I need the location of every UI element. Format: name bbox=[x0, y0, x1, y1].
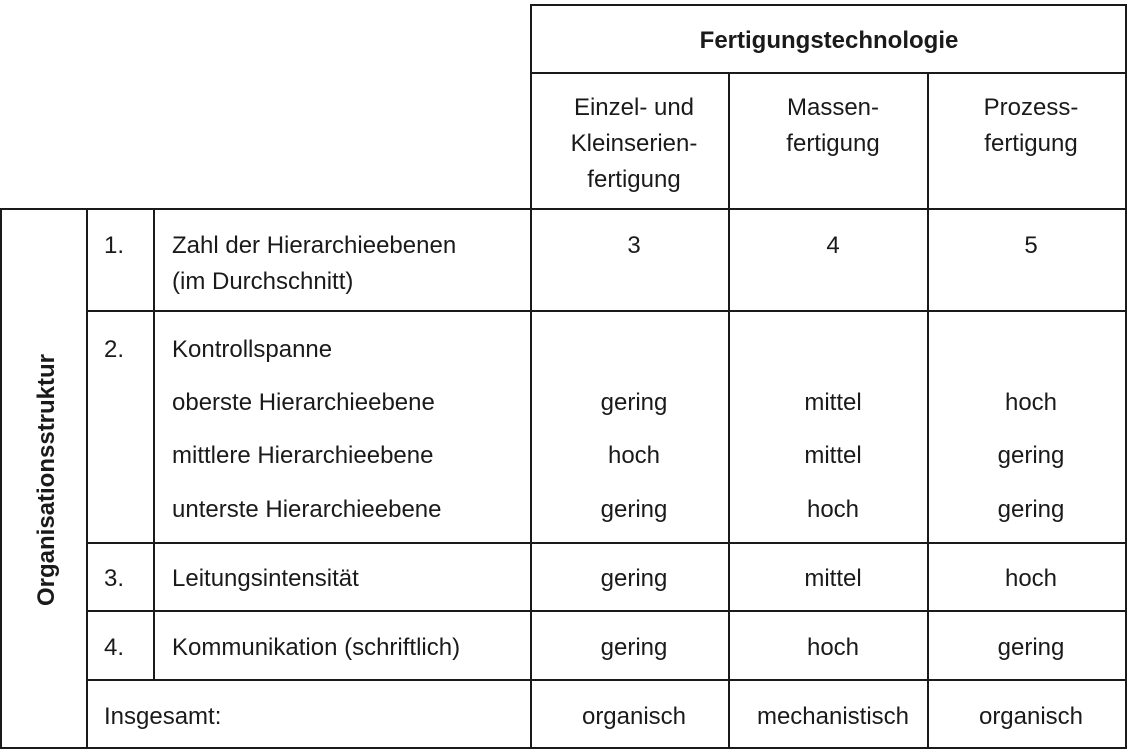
column-header-line: Massen- bbox=[786, 94, 880, 121]
row-number: 4. bbox=[104, 634, 125, 661]
table-cell: 5 bbox=[1024, 232, 1038, 259]
table-cell: gering bbox=[600, 634, 668, 661]
group-title: Fertigungstechnologie bbox=[699, 27, 959, 54]
column-header-line: Einzel- und bbox=[573, 94, 695, 121]
column-header-line: fertigung bbox=[984, 130, 1078, 157]
table-cell: gering bbox=[600, 496, 668, 523]
row-label: Kontrollspanne bbox=[172, 336, 333, 363]
column-header-line: fertigung bbox=[587, 166, 681, 193]
table-cell: 3 bbox=[627, 232, 641, 259]
table-cell: hoch bbox=[806, 496, 860, 523]
row-label: Leitungsintensität bbox=[172, 565, 359, 592]
column-header-line: Kleinserien- bbox=[570, 130, 698, 157]
table-cell: mechanistisch bbox=[756, 703, 910, 730]
table-cell: organisch bbox=[581, 703, 687, 730]
table-cell: gering bbox=[600, 565, 668, 592]
column-header-line: fertigung bbox=[786, 130, 880, 157]
table-cell: hoch bbox=[607, 442, 661, 469]
side-label: Organisationsstruktur bbox=[33, 353, 60, 607]
row-number: 3. bbox=[104, 565, 125, 592]
sub-row-label: unterste Hierarchieebene bbox=[172, 496, 442, 523]
table-cell: gering bbox=[997, 496, 1065, 523]
table-cell: mittel bbox=[804, 442, 862, 469]
table-cell: mittel bbox=[804, 565, 862, 592]
table-cell: mittel bbox=[804, 389, 862, 416]
row-number: 1. bbox=[104, 232, 125, 259]
sub-row-label: mittlere Hierarchieebene bbox=[172, 442, 434, 469]
table-cell: gering bbox=[600, 389, 668, 416]
table-cell: 4 bbox=[826, 232, 840, 259]
row-label: (im Durchschnitt) bbox=[172, 268, 354, 295]
table-cell: hoch bbox=[1004, 565, 1058, 592]
row-label: Zahl der Hierarchieebenen bbox=[172, 232, 457, 259]
row-number: 2. bbox=[104, 336, 125, 363]
table-cell: gering bbox=[997, 442, 1065, 469]
table-cell: hoch bbox=[806, 634, 860, 661]
table-cell: organisch bbox=[978, 703, 1084, 730]
table-cell: hoch bbox=[1004, 389, 1058, 416]
column-header-line: Prozess- bbox=[983, 94, 1079, 121]
sub-row-label: oberste Hierarchieebene bbox=[172, 389, 435, 416]
total-label: Insgesamt: bbox=[104, 703, 222, 730]
row-label: Kommunikation (schriftlich) bbox=[172, 634, 461, 661]
table-cell: gering bbox=[997, 634, 1065, 661]
